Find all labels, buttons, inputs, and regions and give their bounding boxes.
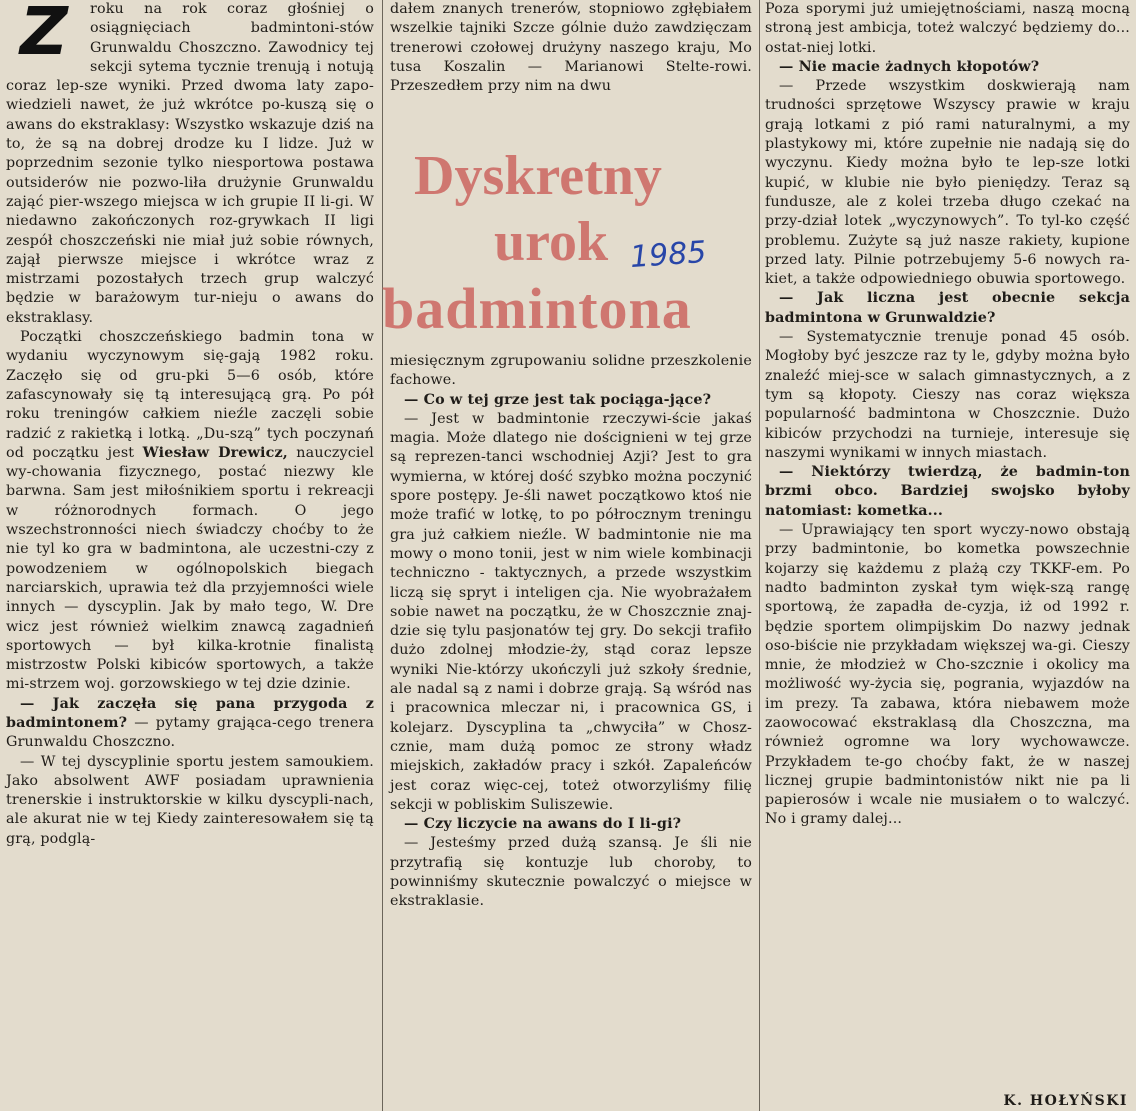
headline-line-3: badmintona xyxy=(382,276,692,341)
drop-cap: Z xyxy=(20,0,69,70)
headline-line-1: Dyskretny xyxy=(414,145,662,207)
interview-question: — Jak zaczęła się pana przygoda z badmintonem? — pytamy grająca-cego trenera Grunwaldu Choszczno. xyxy=(6,695,374,751)
paragraph: Poza sporymi już umiejętnościami, naszą mocną stroną jest ambicja, toteż walczyć będziemy do... ostat-niej lotki. xyxy=(765,1,1130,56)
column-rule xyxy=(382,0,383,1111)
paragraph: dałem znanych trenerów, stopniowo zgłębiałem wszelkie tajniki Szcze gólnie dużo zawdzięczam trenerowi czołowej drużyny naszego kraju, Mo tusa Koszalin — Marianowi Stelte-rowi. Przeszedłem przy nim na dwu xyxy=(390,1,752,95)
paragraph: — Uprawiający ten sport wyczy-nowo obstają przy badmintonie, bo kometka powszechnie kojarzy się każdemu z plażą czy TKKF-em. Po nadto badminton zyskał tym więk-szą rangę sportową, że zapadła de-cyzja, iż od 1992 r. będzie sportem olimpijskim Do nazwy jednak oso-biście nie przykładam większej wa-gi. Cieszy mnie, że młodzież w Cho-szcznie i okolicy ma możliwość wy-życia się, pogrania, wyjazdów na im prezy. Ta zabawa, która niebawem może zaowocować ekstraklasą dla Choszczna, ma również ogromne wa lory wychowawcze. Przykładem te-go choćby fakt, że w naszej licznej grupie badmintonistów nikt nie pa li papierosów i wcale nie musiałem o to walczyć. No i gramy dalej... xyxy=(765,522,1130,828)
article-column-2-top xyxy=(390,0,752,96)
headline-line-2: urok xyxy=(494,211,609,273)
interview-question: — Jak liczna jest obecnie sekcja badmintona w Grunwaldzie? xyxy=(765,290,1130,326)
interview-question: — Niektórzy twierdzą, że badmin-ton brzmi obco. Bardziej swojsko byłoby natomiast: kometka... xyxy=(765,464,1130,519)
person-name: Wiesław Drewicz, xyxy=(142,444,288,461)
article-column-3 xyxy=(765,0,1130,830)
author-signature: K. HOŁYŃSKI xyxy=(1003,1093,1128,1109)
handwritten-year-note: 1985 xyxy=(628,234,708,276)
paragraph: — W tej dyscyplinie sportu jestem samoukiem. Jako absolwent AWF posiadam uprawnienia trenerskie i instruktorskie w kilku dyscypli-nach, ale akurat nie w tej Kiedy zainteresowałem się tą grą, podglą- xyxy=(6,753,374,847)
paragraph: — Jest w badmintonie rzeczywi-ście jakaś magia. Może dlatego nie doścignieni w tej grze są reprezen-tanci wschodniej Azji? Jest to gra wymierna, w której dość szybko można poczynić spore postępy. Je-śli nawet początkowo ktoś nie może trafić w lotkę, to po półrocznym treningu gra już całkiem nieźle. W badmintonie nie ma mowy o mono tonii, jest w nim wiele kombinacji techniczno - taktycznych, a przede wszystkim liczą się spryt i inteligen cja. Nie wyobrażałem sobie nawet na początku, że w Choszcznie znaj-dzie się tylu pasjonatów tej gry. Do sekcji trafiło dużo zdolnej młodzie-ży, stąd coraz lepsze wyniki Nie-którzy ukończyli już szkoły średnie, ale nadal są z nami i dobrze grają. Są wśród nas i pracownica mleczar ni, i pracownica GS, i kolejarz. Dyscyplina ta „chwyciła” w Chosz-cznie, mam dużą pomoc ze strony władz miejskich, zakładów pracy i szkół. Zapaleńców jest coraz więc-cej, toteż otworzyliśmy filię sekcji w pobliskim Suliszewie. xyxy=(390,410,752,813)
article-column-2 xyxy=(390,352,752,912)
paragraph: miesięcznym zgrupowaniu solidne przeszkolenie fachowe. xyxy=(390,353,752,389)
article-column-1 xyxy=(6,0,374,849)
interview-question: — Co w tej grze jest tak pociąga-jące? xyxy=(404,391,712,408)
paragraph: — Przede wszystkim doskwierają nam trudności sprzętowe Wszyscy prawie w kraju grają lotkami z pió rami naturalnymi, a my plastykowy mi, które zupełnie nie nadają się do wyczynu. Kiedy można było te lep-sze lotki kupić, w klubie nie było pieniędzy. Teraz są fundusze, ale z kolei trzeba długo czekać na przy-dział lotek „wyczynowych”. To tyl-ko część problemu. Zużyte są już nasze rakiety, kupione przed laty. Pilnie potrzebujemy 5-6 nowych ra-kiet, a także odpowiedniego obuwia sportowego. xyxy=(765,78,1130,288)
paragraph: — Jesteśmy przed dużą szansą. Je śli nie przytrafią się kontuzje lub choroby, to powinniśmy skutecznie powalczyć o miejsce w ekstraklasie. xyxy=(390,835,752,910)
interview-question: — Nie macie żadnych kłopotów? xyxy=(779,58,1040,75)
paragraph: Początki choszczeńskiego badmin tona w wydaniu wyczynowym się-gają 1982 roku. Zaczęło się od gru-pki 5—6 osób, które zafascynowały się tą interesującą grą. Po pół roku treningów całkiem nieźle zaczęli sobie radzić z rakietką i lotką. „Du-szą” tych poczynań od początku jest Wiesław Drewicz, nauczyciel wy-chowania fizycznego, postać niezwy kle barwna. Sam jest miłośnikiem sportu i rekreacji w różnorodnych formach. O jego wszechstronności niech świadczy choćby to że nie tyl ko gra w badmintona, ale uczestni-czy z powodzeniem w ogólnopolskich biegach narciarskich, uprawia też dla przyjemności wiele innych — dyscyplin. Jak by mało tego, W. Dre wicz jest również wielkim znawcą zagadnień sportowych — był kilka-krotnie finalistą mistrzostw Polski kibiców sportowych, a także mi-strzem woj. gorzowskiego w tej dzie dzinie. xyxy=(6,329,374,693)
paragraph: — Systematycznie trenuje ponad 45 osób. Mogłoby być jeszcze raz ty le, gdyby można było znaleźć miej-sce w salach gimnastycznych, a z tym są kłopoty. Cieszy nas coraz większa popularność badmintona w Choszcznie. Dużo kibiców przychodzi na turnieje, interesuje się naszymi wynikami w innych miastach. xyxy=(765,329,1130,461)
paragraph: roku na rok coraz głośniej o osiągnięciach badmintoni-stów Grunwaldu Choszczno. Zawodnicy tej sekcji sytema tycznie trenują i notują coraz lep-sze wyniki. Przed dwoma laty zapo-wiedzieli nawet, że już wkrótce po-kuszą się o awans do ekstraklasy: Wszystko wskazuje dziś na to, że są na dobrej drodze ku I lidze. Już w poprzednim sezonie tylko niesportowa postawa outsiderów nie pozwo-liła drużynie Grunwaldu zająć pier-wszego miejsca w ich grupie II li-gi. W niedawno zakończonych roz-grywkach II ligi zespół choszczeński nie miał już sobie równych, zajął pierwsze miejsce i wkrótce wraz z mistrzami pozostałych trzech grup walczyć będzie w barażowym tur-nieju o awans do ekstraklasy. xyxy=(6,1,374,326)
column-rule xyxy=(759,0,760,1111)
interview-question: — Czy liczycie na awans do I li-gi? xyxy=(404,816,682,833)
